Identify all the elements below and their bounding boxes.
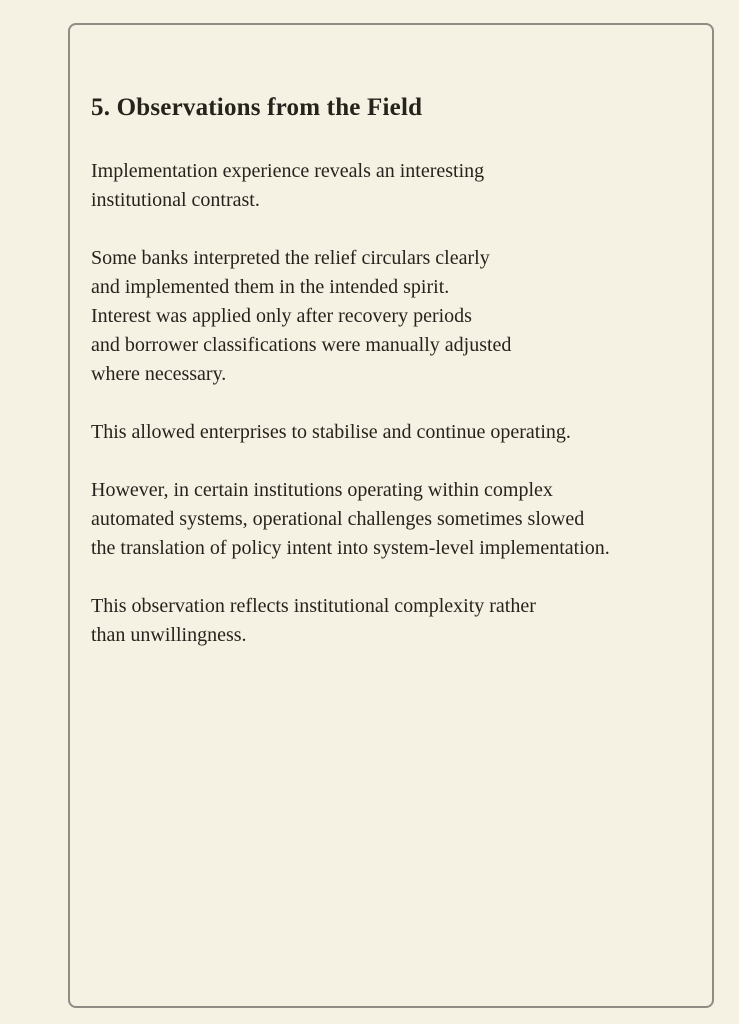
paragraph: [91, 476, 692, 563]
text-line: Interest was applied only after recovery periods: [91, 305, 472, 327]
paragraph: [91, 418, 692, 447]
text-line: Some banks interpreted the relief circulars clearly: [91, 247, 490, 269]
text-line: institutional contrast.: [91, 189, 260, 211]
document-card: [68, 23, 714, 1008]
text-line: However, in certain institutions operating within complex: [91, 479, 553, 501]
paragraph: [91, 592, 692, 650]
paragraph: [91, 244, 692, 389]
section-heading: 5. Observations from the Field: [91, 94, 423, 121]
paragraph: [91, 157, 692, 215]
text-line: and borrower classifications were manually adjusted: [91, 334, 512, 356]
text-line: than unwillingness.: [91, 624, 247, 646]
text-line: This observation reflects institutional complexity rather: [91, 595, 536, 617]
text-line: the translation of policy intent into system-level implementation.: [91, 537, 610, 559]
text-line: automated systems, operational challenges sometimes slowed: [91, 508, 585, 530]
text-line: Implementation experience reveals an interesting: [91, 160, 485, 182]
text-line: and implemented them in the intended spirit.: [91, 276, 450, 298]
text-line: This allowed enterprises to stabilise and continue operating.: [91, 421, 571, 443]
text-line: where necessary.: [91, 363, 227, 385]
